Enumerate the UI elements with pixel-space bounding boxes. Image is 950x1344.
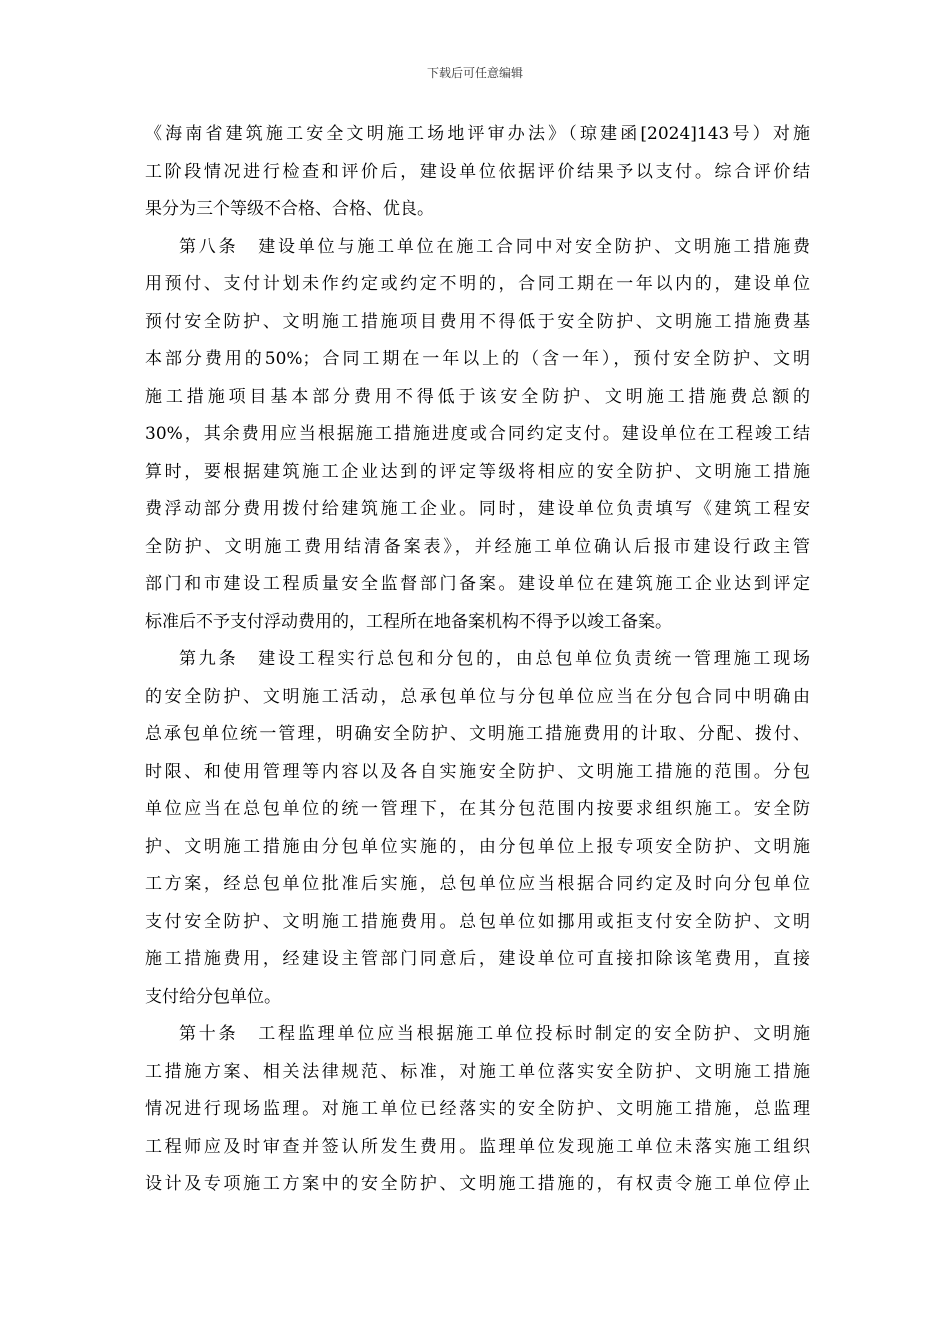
- text-line: 施工措施项目基本部分费用不得低于该安全防护、文明施工措施费总额的: [145, 386, 810, 407]
- article-8-paragraph: [145, 229, 810, 642]
- text-line: 本部分费用的50%；合同工期在一年以上的（含一年），预付安全防护、文明: [145, 349, 810, 369]
- text-line: 施工措施费用，经建设主管部门同意后，建设单位可直接扣除该笔费用，直接: [145, 949, 810, 969]
- article-9-paragraph: [145, 641, 810, 1016]
- text-line: 预付安全防护、文明施工措施项目费用不得低于安全防护、文明施工措施费基: [145, 311, 810, 332]
- article-10-paragraph: [145, 1016, 810, 1204]
- text-line: 护、文明施工措施由分包单位实施的，由分包单位上报专项安全防护、文明施: [145, 836, 810, 857]
- text-line: 《海南省建筑施工安全文明施工场地评审办法》（琼建函[2024]143号）对施: [145, 124, 810, 144]
- text-line: 工方案，经总包单位批准后实施，总包单位应当根据合同约定及时向分包单位: [145, 874, 810, 894]
- text-line: 工措施方案、相关法律规范、标准，对施工单位落实安全防护、文明施工措施: [145, 1061, 810, 1082]
- document-body: [145, 116, 810, 1204]
- text-line: 工程师应及时审查并签认所发生费用。监理单位发现施工单位未落实施工组织: [145, 1136, 810, 1157]
- text-line: 第十条 工程监理单位应当根据施工单位投标时制定的安全防护、文明施: [179, 1024, 810, 1044]
- text-line: 的安全防护、文明施工活动，总承包单位与分包单位应当在分包合同中明确由: [145, 686, 810, 707]
- text-line: 时限、和使用管理等内容以及各自实施安全防护、文明施工措施的范围。分包: [145, 761, 810, 782]
- text-line: 算时，要根据建筑施工企业达到的评定等级将相应的安全防护、文明施工措施: [145, 461, 810, 482]
- text-line: 总承包单位统一管理，明确安全防护、文明施工措施费用的计取、分配、拨付、: [145, 724, 810, 744]
- text-line: 第九条 建设工程实行总包和分包的，由总包单位负责统一管理施工现场: [179, 649, 810, 669]
- text-line: 用预付、支付计划未作约定或约定不明的，合同工期在一年以内的，建设单位: [145, 274, 810, 294]
- page-header: 下载后可任意编辑: [426, 66, 523, 80]
- text-line: 全防护、文明施工费用结清备案表》，并经施工单位确认后报市建设行政主管: [145, 536, 810, 557]
- text-line: 情况进行现场监理。对施工单位已经落实的安全防护、文明施工措施，总监理: [145, 1099, 810, 1119]
- text-line: 费浮动部分费用拨付给建筑施工企业。同时，建设单位负责填写《建筑工程安: [145, 499, 810, 519]
- text-line: 果分为三个等级不合格、合格、优良。: [145, 199, 434, 219]
- text-line: 单位应当在总包单位的统一管理下，在其分包范围内按要求组织施工。安全防: [145, 799, 810, 819]
- text-line: 支付安全防护、文明施工措施费用。总包单位如挪用或拒支付安全防护、文明: [145, 911, 810, 932]
- text-line: 标准后不予支付浮动费用的，工程所在地备案机构不得予以竣工备案。: [145, 611, 672, 632]
- paragraph-continuation: [145, 116, 810, 229]
- text-line: 部门和市建设工程质量安全监督部门备案。建设单位在建筑施工企业达到评定: [145, 574, 810, 594]
- text-line: 第八条 建设单位与施工单位在施工合同中对安全防护、文明施工措施费: [179, 236, 810, 257]
- text-line: 工阶段情况进行检查和评价后，建设单位依据评价结果予以支付。综合评价结: [145, 161, 810, 182]
- text-line: 30%，其余费用应当根据施工措施进度或合同约定支付。建设单位在工程竣工结: [145, 424, 810, 444]
- text-line: 支付给分包单位。: [145, 986, 281, 1007]
- text-line: 设计及专项施工方案中的安全防护、文明施工措施的，有权责令施工单位停止: [145, 1174, 810, 1194]
